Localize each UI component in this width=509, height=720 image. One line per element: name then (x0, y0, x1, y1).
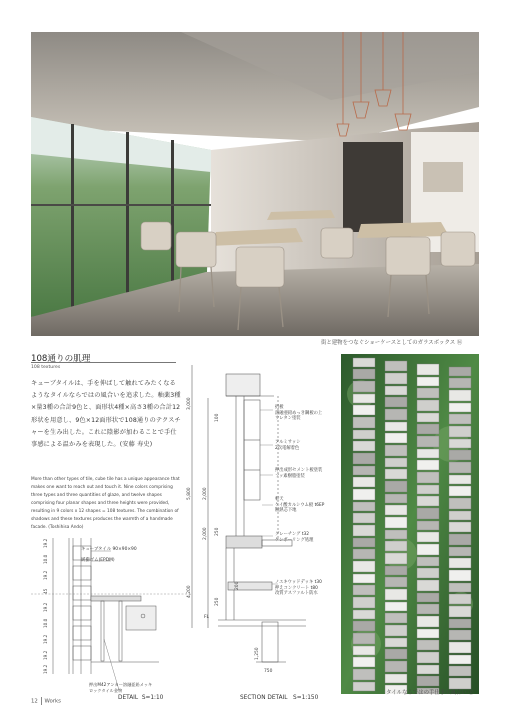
cube-tile (417, 580, 439, 591)
section-label: ウレタン塗装 (275, 416, 301, 422)
cube-tile (449, 367, 471, 376)
detail-label-hardware: ロックタイル金物 (89, 688, 123, 693)
cube-tile (417, 616, 439, 627)
cube-tile (417, 593, 439, 602)
cube-tile (417, 424, 439, 434)
cube-tile (353, 441, 375, 451)
cube-tile-image (341, 354, 479, 694)
cube-tile (353, 646, 375, 655)
cube-tile (353, 466, 375, 475)
cube-tile (353, 585, 375, 595)
cube-tile (417, 472, 439, 483)
section-label: ケイ酸カルシウム板 t6EP (275, 502, 325, 508)
cube-tile (449, 498, 471, 509)
section-label-soffit (275, 497, 324, 514)
section-detail-drawing (178, 360, 336, 701)
cube-tile (385, 530, 407, 539)
cube-tile (385, 422, 407, 431)
cube-tile (353, 549, 375, 559)
cube-tile (449, 511, 471, 520)
cube-tile (417, 568, 439, 578)
cube-tile (417, 400, 439, 411)
cube-tile (385, 541, 407, 551)
cube-tile (353, 669, 375, 680)
cube-tile (385, 397, 407, 407)
section-dim: 100 (215, 413, 220, 422)
cube-tile (385, 577, 407, 587)
cube-tile (353, 574, 375, 583)
cube-tile (385, 661, 407, 672)
cube-tile (353, 682, 375, 691)
footer-separator (41, 697, 42, 705)
cube-tile (417, 436, 439, 447)
cube-tile (417, 629, 439, 638)
detail-dim: 19.2 (43, 664, 48, 674)
cube-tile (353, 381, 375, 392)
detail-dim: 19.2 (43, 650, 48, 660)
cube-tile (353, 477, 375, 487)
cube-tile (385, 553, 407, 564)
detail-dim: 19.2 (43, 602, 48, 612)
section-name: Works (44, 698, 61, 705)
cube-tile (449, 666, 471, 676)
cube-tile (353, 538, 375, 547)
cube-tile (449, 558, 471, 568)
section-title-text: SECTION DETAIL (240, 695, 288, 701)
cube-tile (417, 460, 439, 470)
cube-tile (449, 426, 471, 437)
cube-tile (449, 414, 471, 424)
cube-tile (385, 445, 407, 456)
cube-tile (385, 638, 407, 647)
japanese-body-text: キューブタイルは、手を伸ばして触れてみたくなるようなタイルならではの風合いを追求した。釉薬3種×量3種の合計9色と、面形状4種×高さ3種の合計12形状を用意し、9色×12面形状で108通りのテクスチャーを生み出した。これに陰影が加わることで手仕事感による温かみを表現した。(安藤 寿史) (31, 380, 181, 449)
cube-tile (385, 649, 407, 659)
section-dim: 2,000 (203, 527, 208, 540)
cube-tile (385, 458, 407, 467)
cube-tile (449, 403, 471, 412)
section-dim: 250 (215, 597, 220, 606)
cube-tile (449, 642, 471, 653)
cube-tile (417, 388, 439, 398)
cube-tile (417, 496, 439, 506)
cube-tile (385, 613, 407, 623)
cube-tile (417, 364, 439, 375)
cube-tile (449, 630, 471, 640)
cube-tile (385, 469, 407, 479)
cube-tile (449, 583, 471, 592)
cube-tile (385, 517, 407, 528)
section-title (240, 695, 318, 701)
cube-tile (353, 430, 375, 439)
detail-scale: S=1:10 (141, 695, 164, 701)
cube-tile (449, 534, 471, 545)
english-body-text: More than other types of tile, cube tile has a unique appearance that makes one want to reach out and touch it. Nine colors comprising three types and three quantities of glaze, and twelve shapes comprising four planar shapes and three heights were provided, resulting in 9 colors x 12 shapes = 108 textures. The combination of shadows and these textures produces the warmth of a handmade facade. (Toshihisa Ando) (31, 477, 180, 531)
cube-tile (385, 505, 407, 515)
cube-tile (385, 481, 407, 492)
title-divider (31, 362, 176, 363)
cube-tile (449, 450, 471, 460)
cube-tile (449, 439, 471, 448)
detail-dim: 45 (43, 588, 48, 594)
cube-tile (353, 525, 375, 536)
detail-dim: 19.2 (43, 538, 48, 548)
detail-label-anchor: 押出M42アンカー溶融亜鉛メッキ (89, 682, 153, 687)
section-label: 軒天 (275, 497, 284, 502)
detail-title-text: DETAIL (118, 695, 139, 701)
cube-tile (353, 621, 375, 631)
cube-tile (417, 508, 439, 519)
cube-tile (385, 409, 407, 420)
section-label: 改質アスファルト防水 (275, 591, 318, 597)
cube-tile (449, 378, 471, 388)
cube-tile (353, 502, 375, 511)
detail-label-tile: キューブタイル 90×90×90 (81, 547, 137, 552)
cube-tile (385, 386, 407, 395)
cube-tile (417, 544, 439, 555)
cube-tile (417, 604, 439, 614)
cube-tile (353, 405, 375, 415)
cube-tile (353, 489, 375, 500)
cube-tile (385, 625, 407, 636)
cube-tile (449, 462, 471, 473)
cube-tile (385, 361, 407, 371)
section-label: 折板 (275, 405, 284, 410)
cube-tile (353, 417, 375, 428)
section-label-sash (275, 440, 301, 451)
cube-tile (417, 676, 439, 686)
section-dim: 3,000 (187, 397, 192, 410)
cube-tile (417, 640, 439, 650)
section-label: ケンボーリング処理 (275, 537, 314, 543)
cube-tile (385, 602, 407, 611)
detail-dim: 10.0 (43, 618, 48, 628)
section-dim: 200 (235, 581, 240, 590)
cube-tile (417, 485, 439, 494)
detail-title (118, 695, 163, 701)
section-dim: 4,200 (187, 585, 192, 598)
cube-tile (449, 390, 471, 401)
cube-tile (417, 377, 439, 386)
section-label: 2次電解着色 (275, 445, 300, 451)
cube-tile (353, 453, 375, 464)
detail-dim: 10.0 (43, 554, 48, 564)
hero-photo (31, 32, 479, 336)
detail-dim: 19.2 (43, 570, 48, 580)
page-number: 12 (31, 698, 38, 705)
section-dim: FL (204, 615, 209, 620)
section-title: 108通りの肌理 (31, 354, 91, 364)
cube-tile (353, 358, 375, 367)
restaurant-interior-image (31, 32, 479, 336)
section-label: アルミサッシ (275, 440, 301, 445)
cube-tile (353, 657, 375, 667)
tile-facade-photo (341, 354, 479, 694)
cube-tile (449, 522, 471, 532)
cube-tile (449, 619, 471, 628)
cube-tile (417, 557, 439, 566)
cube-tile (353, 369, 375, 379)
section-label-deck (275, 580, 322, 597)
cube-tile (385, 674, 407, 683)
cube-tile (353, 394, 375, 403)
section-dim: 750 (264, 669, 273, 674)
section-label: ノエキウッドデッキ t30 (275, 580, 322, 585)
cube-tile (417, 652, 439, 663)
cube-tile (385, 589, 407, 600)
cube-tile (449, 570, 471, 581)
hero-caption: 街と建物をつなぐショーケースとしてのガラスボックス ⑯ (321, 340, 463, 346)
cube-tile (449, 486, 471, 496)
cube-tile (449, 547, 471, 556)
cube-tile (417, 521, 439, 530)
section-label: 押えコンクリート t80 (275, 585, 318, 591)
page-footer (31, 697, 61, 705)
cube-tile (353, 633, 375, 644)
cube-tile (385, 566, 407, 575)
cube-tile (417, 532, 439, 542)
section-label: フッ素樹脂塗装 (275, 473, 305, 479)
cube-tile (385, 494, 407, 503)
section-label-roof (275, 405, 322, 422)
cube-tile (449, 655, 471, 664)
section-dim: 5,800 (187, 487, 192, 500)
section-label-cement (275, 468, 322, 479)
section-dim: 2,000 (203, 487, 208, 500)
cube-tile (385, 433, 407, 443)
cube-tile (449, 594, 471, 604)
section-label-grating (275, 532, 313, 543)
section-label: グレーチング t32 (275, 532, 309, 537)
section-scale: S=1:150 (293, 695, 319, 701)
cube-tile (449, 475, 471, 484)
cube-tile (353, 561, 375, 572)
section-label: 断熱芯下地 (275, 508, 297, 514)
tile-detail-drawing (31, 534, 191, 706)
detail-label-rubber: 緩衝ゴム(EPDM) (81, 558, 115, 563)
cube-tile (417, 413, 439, 422)
cube-tile (417, 665, 439, 674)
tile-caption: タイルならではの手仕事の風合い ⑰ (386, 690, 474, 696)
section-subtitle: 108 textures (31, 365, 61, 370)
section-label: 溶融亜鉛めっき鋼板の上 (275, 410, 323, 416)
cube-tile (353, 597, 375, 608)
section-dim: 250 (215, 527, 220, 536)
cube-tile (449, 606, 471, 617)
cube-tile (353, 513, 375, 523)
cube-tile (385, 373, 407, 384)
cube-tile (417, 449, 439, 458)
detail-dim: 19.2 (43, 634, 48, 644)
cube-tile (353, 610, 375, 619)
section-label: 押出成形セメント板塗装 (275, 468, 323, 473)
section-dim: 1,250 (255, 647, 260, 660)
